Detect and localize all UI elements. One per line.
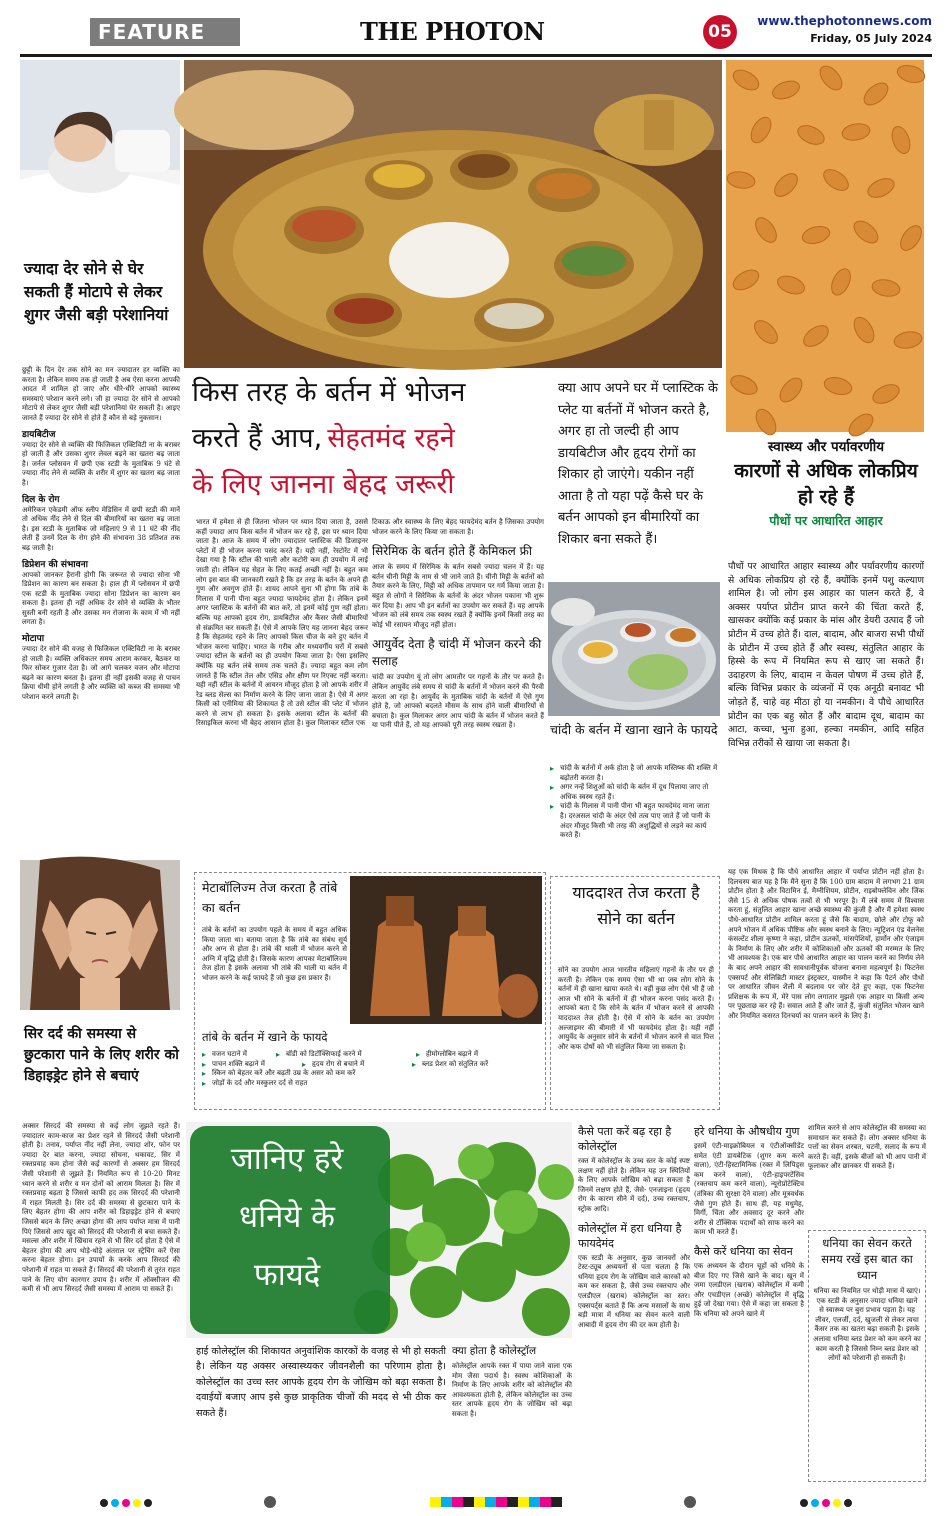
sleep-obesity-text: ज्यादा देर सोने की वजह से फिजिकल एक्टिविटी ना के बराबर हो जाती है। व्यक्ति अधिकतर समय आराम करकर, बैठकर या फिर सोकर गुजार देता है। जो आगे चलकर वजन और मोटापा बढ़ने का कारण बनता है। इतना ही नहीं इसकी वजह से पाचन क्रिया धीमी होने लगती है और व्यक्ति को कब्ज की समस्या भी परेशान करने लगती है। xyxy=(22,645,180,702)
header-rule xyxy=(20,54,932,57)
utensil-blurb: क्या आप अपने घर में प्लास्टिक के प्लेट या बर्तनों में भोजन करते है, अगर हा तो जल्दी ही आप डायबिटीज और हृदय रोगों का शिकार हो जाएंगे। यकीन नहीं आता है तो यहा पढ़ें कैसे घर के बर्तन आपको इन बीमारियों का शिकार बना सकते हैं। xyxy=(558,381,718,547)
almonds-photo xyxy=(726,60,924,432)
plant-diet-headline xyxy=(728,436,924,556)
copper-heading: मेटाबॉलिज्म तेज करता है तांबे का बर्तन xyxy=(202,880,338,915)
coriander-banner-line3: फायदे xyxy=(253,1257,321,1293)
coriander-banner-text xyxy=(192,1130,382,1330)
sleep-headline: ज्यादा देर सोने से घेर सकती हैं मोटापे से लेकर शुगर जैसी बड़ी परेशानियां xyxy=(24,260,169,324)
copper-utensils-photo xyxy=(350,876,542,1024)
plant-diet-headline-top: स्वास्थ्य और पर्यावरणीय xyxy=(767,439,885,455)
coriander-intro: हाई कोलेस्ट्रॉल की शिकायत अनुवांशिक कारकों के वजह से भी हो सकती है। लेकिन यह अक्सर अस्वास्थ्यकर जीवनशैली का परिणाम होता है। कोलेस्ट्रॉल का उच्च स्तर आपके हृदय रोग के जोखिम को बढ़ा सकता है। दवाईयों बजाए आप इसे कुछ प्राकृतिक चीजों की मदद से भी ठीक कर सकते हैं। xyxy=(196,1346,446,1419)
utensil-body-col2-intro: टिकाऊ और स्वास्थ्य के लिए बेहद फायदेमंद बर्तन है जिसका उपयोग भोजन करने के लिए किया जा सकता है। xyxy=(372,518,544,536)
coriander-right-text: शामिल करने से आप कोलेस्ट्रॉल की समस्या का समाधान कर सकते हैं। लोग अक्सर धनिया के पत्तों का सेवन शरबत, चटनी, सलाद के रूप में करते हैं। वहीं, इसके बीजों को भी आप पानी में फूलाकर और छानकर पी सकते हैं। xyxy=(808,1124,926,1171)
gold-text: सोने का उपयोग आज भारतीय महिलाएं गहनों के तौर पर ही करती है। लेकिन एक समय ऐसा भी था जब लोग सोने के बर्तनों में ही खाना खाया करते थे। वहीं कुछ लोग ऐसे भी हैं जो आज भी सोने के बर्तनों में ही भोजन करना पसंद करते हैं। आपको बता दें कि सोने के बर्तन में भोजन करने से आपकी याददाश्त तेज होती है। ऐसे में सोने के बर्तन का उपयोग अल्जाइमर की बीमारी में भी फायदेमंद होता है। यही नहीं आयुर्वेद के अनुसार सोने के बर्तनों में भोजन करने से वात पित्त और कफ दोषों को भी संतुलित किया जा सकता है। xyxy=(558,966,714,1051)
registration-dot xyxy=(100,1499,108,1507)
ceramic-text: आज के समय में सिरेमिक के बर्तन सबसे ज्यादा चलन में हैं। यह बर्तन चीनी मिट्टी के नाम से भी जाने जाते हैं। चीनी मिट्टी के बर्तनों को तैयार करने के लिए, मिट्टी को अधिक तापमान पर गर्म किया जाता है। बहुत से लोगों ने सिरेमिक के बर्तनों के अंदर भोजन पकाना भी शुरू कर दिया है। आप भी इन बर्तनों का उपयोग कर सकते हैं। यह आपके भोजन को लंबे समय तक स्वस्थ रखते हैं क्योंकि इनमें किसी तरह का कोई भी रसायन मौजूद नहीं होता। xyxy=(372,563,544,629)
copper-benefit: ▸ बॉडी को डिटॉक्सिफाई करने में xyxy=(276,1050,412,1060)
coriander-herb-heading: हरे धनिया के औषधीय गुण xyxy=(694,1125,800,1138)
plant-diet-headline-sub: पौधों पर आधारित आहार xyxy=(769,513,883,528)
registration-dot xyxy=(111,1499,119,1507)
coriander-intro-wrap xyxy=(196,1344,446,1480)
silver-heading: चांदी के बर्तन में खाना खाने के फायदे xyxy=(550,722,718,737)
ceramic-heading: सिरेमिक के बर्तन होते हैं केमिकल फ्री xyxy=(372,544,532,559)
plant-diet-lead-wrap xyxy=(728,560,924,860)
sleep-intro: छुट्टी के दिन देर तक सोने का मन ज्यादातर हर व्यक्ति का करता है। लेकिन समय तक हो जाती है अब ऐसा करना आपकी आदत में शामिल हो जाए और धीरे-धीरे आपको स्वास्थ्य समस्याएं परेशान करने लगे। जी हा ज्यादा देर सोने से आपको मोटापे से लेकर शुगर जैसी बड़ी परेशानियां घेर सकती है। आइए जानते हैं ज्यादा देर सोने से होते हैं कौन से बड़े नुकसान। xyxy=(22,366,180,422)
copper-benefit: ▸ स्किन को बेहतर करें और बढ़ती उम्र के असर को कम करें xyxy=(202,1069,542,1079)
coriander-care-text: धनिया का नियमित पर थोड़ी मात्रा में खाएं। एक स्टडी के अनुसार ज्यादा धनिया खाने से स्वास्थ्य पर बुरा प्रभाव पड़ता है। यह लीवर, एलर्जी, दर्द, खुजली से लेकर त्वचा कैंसर तक का खतरा बढ़ा सकती है। इसके अलावा धनिया ब्लड प्रेशर को कम करने का काम करती है जिससे निम्न ब्लड प्रेशर को लोगों को परेशानी हो सकती है। xyxy=(813,1287,921,1363)
coriander-banner-line1: जानिए हरे xyxy=(230,1141,344,1177)
issue-date: Friday, 05 July 2024 xyxy=(810,32,932,45)
sleep-heart-text: अमेरिकन एकेडमी ऑफ स्लीप मेडिसिन में छपी स्टडी की मानें तो अधिक नींद लेने से दिल की बीमारियों का खतरा बढ़ जाता है। इस स्टडी के मुताबिक जो महिलाएं 9 से 11 घंटे की नींद लेती हैं उनमें दिल के रोग होने की संभावना 38 प्रतिशत तक बढ़ जाती है। xyxy=(22,505,180,552)
headache-woman-photo xyxy=(20,860,180,1010)
gold-text-wrap xyxy=(558,966,714,1106)
utensil-body-col1 xyxy=(196,518,368,866)
utensil-headline-line3-red: के लिए जानना बेहद जरूरी xyxy=(192,469,455,500)
plant-diet-lead: पौधों पर आधारित आहार स्वास्थ्य और पर्यावरणीय कारणों से अधिक लोकप्रिय हो रहे हैं, क्योंकि इनमें पशु कल्याण शामिल है। जो लोग इस आहार का पालन करते हैं, वे अक्सर पर्याप्त प्रोटीन प्राप्त करने की चिंता करते हैं, खासकर क्योंकि कई प्रकार के मांस और डेयरी उत्पाद हैं जो प्रोटीन में उच्च होते हैं। दाल, बादाम, और बाजरा सभी पौधों के प्रोटीन में उच्च होते हैं और स्वस्थ, संतुलित आहार के हिस्से के रूप में नियमित रूप से खाए जा सकते हैं। उदाहरण के लिए, बादाम न केवल पोषण में उच्च होते हैं, बल्कि विभिन्न प्रकार के व्यंजनों में एक अनूठी बनावट भी जोड़ते हैं, चाहे वह मीठा हो या नमकीन। वे पौधे आधारित प्रोटीन का एक बहु स्रोत हैं और बादाम दूध, बादाम का आटा, कच्चा, भुना हुआ, हल्का नमकीन, आदि सहित विभिन्न तरीकों से खाया जा सकता है। xyxy=(728,561,924,749)
silver-points xyxy=(550,764,718,872)
silver-plate-photo xyxy=(548,582,720,716)
cholesterol-what-wrap xyxy=(452,1344,572,1480)
coriander-consume-text: एक अध्ययन के दौरान चूहों को धनिये के बीज दिए गए जिसे खाने के बाद। खून में जमा एलडीएल (खराब) कोलेस्ट्रॉल में कमी और एचडीएल (अच्छे) कोलेस्ट्रॉल में वृद्धि हुई जो देखा गया। ऐसे में कहा जा सकता है कि धनिया को अपने खाने में xyxy=(694,1261,804,1318)
registration-crosshair xyxy=(264,1496,276,1508)
utensil-body-col1-text: भारत में हमेशा से ही जितना भोजन पर ध्यान दिया जाता है, उससे कहीं ज्यादा आप किस बर्तन में भोजन कर रहे हैं, इस पर ध्यान दिया जाता है। आज के समय में लोग ज्यादातर प्लास्टिक की डिजाइनर प्लेटों में ही भोजन करना पसंद करते हैं। यही नहीं, रेस्टोरेंट में भी देखा गया है कि स्टील की थाली और कटोरी कम ही उपयोग में लाई जाती हो। लेकिन यह सेहत के लिए कतई अच्छी नहीं है। बहुत कम लोग इस बात की जानकारी रखते है कि हर तरह के बर्तन के अपने ही गुण और अवगुण होते हैं। शायद आपने सुना भी होगा कि तांबे के गिलास में पानी पीना बहुत ज्यादा फायदेमंद होता है। लेकिन इनमें अगर प्लास्टिक के बर्तनों की बात करें, तो इनमें कोई गुण नहीं होता। बल्कि यह आपको हृदय रोग, डायबिटीज और कैंसर जैसी बीमारियों से संक्रमित कर सकती हैं। ऐसे में आपके लिए यह जानना बेहद जरूर है कि सेहतमंद रहने के लिए आपको किस चीज के बने हुए बर्तन में भोजन करना चाहिए। भारत के गरीब और मध्यवर्गीय घरों में सबसे ज्यादा स्टील के बर्तनों का ही उपयोग किया जाता है। ऐसा इसलिए क्योंकि यह बर्तन लंबे समय तक चलते हैं। ज्यादा बहुत कम लोग जानते हैं कि स्टील तेल और एसिड और क्षीण पर रिएक्ट नहीं करता। यही नहीं स्टील के बर्तनों में आयरन मौजूद होता है जो आपके शरीर में रेड ब्लड सेल्स का निर्माण करने के लिए जाना जाता है। ऐसे में अगर किसी को एनीमिया की शिकायत है तो उसे स्टील की प्लेट में भोजन करने से लाभ हो सकता है। इसके अलावा स्टील के बर्तनों की रिसाइकिल करना भी बेहद आसान होता है। कुल मिलाकर स्टील एक xyxy=(196,518,368,728)
sleep-depression-heading: डिप्रेशन की संभावना xyxy=(22,559,88,570)
coriander-care-heading: धनिया का सेवन करते समय रखें इस बात का ध्यान xyxy=(821,1236,913,1282)
sleep-depression-text: आपको जानकर हैरानी होगी कि जरूरत से ज्यादा सोना भी डिप्रेशन का कारण बन सकता है। हाल ही में प्लोसवन में छपी एक स्टडी के मुताबिक ज्यादा सोना डिप्रेशन का कारण बन सकता है। इतना ही नहीं अधिक देर सोने से व्यक्ति के भीतर सुस्ती बनी रहती है और उसका मन रोजाना के काम में भी नहीं लगता है। xyxy=(22,570,180,627)
plant-diet-headline-main: कारणों से अधिक लोकप्रिय हो रहे हैं xyxy=(734,460,918,508)
copper-benefit: ▸ वजन घटाने में xyxy=(202,1050,272,1060)
registration-crosshair xyxy=(684,1496,696,1508)
plant-diet-body-wrap xyxy=(728,868,924,1114)
sleep-article-body xyxy=(22,366,180,856)
copper-benefit: ▸ हृदय रोग से बचाने में xyxy=(302,1060,408,1070)
copper-text-wrap xyxy=(202,926,347,1024)
registration-dots-right xyxy=(800,1497,870,1509)
registration-color-bar xyxy=(430,1497,562,1507)
coriander-banner-line2: धनिये के xyxy=(239,1199,335,1235)
registration-dot xyxy=(822,1499,830,1507)
site-url[interactable]: www.thephotonnews.com xyxy=(757,14,932,28)
coriander-care-box xyxy=(808,1230,926,1482)
cholesterol-what-text: कोलेस्ट्रॉल आपके रक्त में पाया जाने वाला एक मोम जैसा पदार्थ है। स्वस्थ कोशिकाओं के निर्माण के लिए आपके शरीर को कोलेस्ट्रॉल की आवश्यकता होती है, लेकिन कोलेस्ट्रॉल का उच्च स्तर आपके हृदय रोग के जोखिम को बढ़ा सकता है। xyxy=(452,1362,572,1418)
copper-benefit: ▸ जोड़ों के दर्द और मस्कुलर दर्द से राहत xyxy=(202,1079,542,1089)
coriander-consume-heading: कैसे करें धनिया का सेवन xyxy=(694,1244,793,1258)
copper-benefits-heading: तांबे के बर्तन में खाने के फायदे xyxy=(202,1030,328,1044)
sleep-obesity-heading: मोटापा xyxy=(22,634,45,645)
registration-dot xyxy=(122,1499,130,1507)
brass-thali-photo xyxy=(184,60,722,368)
headache-article-body xyxy=(22,1122,180,1492)
copper-benefit: ▸ ब्लड प्रेशर को संतुलित करें xyxy=(412,1060,542,1070)
coriander-herb-wrap xyxy=(694,1124,804,1480)
copper-benefit: ▸ हीमोग्लोबिन बढ़ाने में xyxy=(416,1050,542,1060)
utensil-headline-line2-red: सेहतमंद रहने xyxy=(327,423,455,454)
utensil-body-col2 xyxy=(372,518,544,866)
copper-text: तांबे के बर्तनों का उपयोग पहले के समय में बहुत अधिक किया जाता था। बताया जाता है कि तांबे का संबंध सूर्य और अग्न से होता है। तांबे की थाली में भोजन करने से अग्नि में वृद्धि होती है। जिसके कारण आपका मेटाबॉलिज्म तेज होता है इसके अलावा भी तांबे की थाली या बर्तन में भोजन करने के कई फायदे हैं जो कुछ इस प्रकार हैं। xyxy=(202,926,347,982)
sleep-heart-heading: दिल के रोग xyxy=(22,494,60,505)
sleeping-woman-photo xyxy=(20,60,180,255)
masthead: THE PHOTON xyxy=(360,17,545,46)
utensil-headline xyxy=(192,370,548,512)
silver-point: ▸ अगर नन्हें शिशुओं को चांदी के बर्तन में दूध पिलाया जाए तो अधिक स्वस्थ रहते हैं। xyxy=(550,783,718,802)
copper-benefit: ▸ पाचन शक्ति बढ़ाने में xyxy=(202,1060,298,1070)
gold-heading: याददाश्त तेज करता है सोने का बर्तन xyxy=(572,883,700,928)
silver-point: ▸ चांदी के गिलास में पानी पीना भी बहुत फायदेमंद माना जाता है। दरअसल चांदी के अंदर ऐसे तत्व पाए जाते हैं जो पानी के अंदर मौजूद किसी भी तरह की अशुद्धियों से लड़ने का कार्य करते हैं। xyxy=(550,802,718,840)
registration-dot xyxy=(833,1499,841,1507)
registration-dots-left xyxy=(100,1497,170,1509)
sleep-diabetes-text: ज्यादा देर सोने से व्यक्ति की फिजिकल एक्टिविटी ना के बराबर हो जाती है और उसका शुगर लेवल बढ़ने का खतरा बढ़ जाता है। जर्नल प्लोसवन में छपी एक स्टडी के मुताबिक 9 घंटे से ज्यादा नींद लेने से व्यक्ति के शरीर में शुगर का खतरा बढ़ जाता है। xyxy=(22,440,180,487)
section-label: FEATURE xyxy=(90,18,240,46)
coriander-helpful-text: एक स्टडी के अनुसार, कुछ जानवरों और टेस्ट-ट्यूब अध्ययनों से पता चलता है कि धनिया हृदय रोग के जोखिम वाले कारकों को कम कर सकता है, जैसे उच्च रक्तचाप और एलडीएल (खराब) कोलेस्ट्रॉल का स्तर। एक्सपर्ट्स बताते हैं कि अन्य मसालों के साथ बड़ी मात्रा में धनिया का सेवन करने वाली आबादी में हृदय रोग की दर कम होती है। xyxy=(578,1253,690,1329)
ayurveda-text: चांदी का उपयोग यूं तो लोग आमतौर पर गहनों के तौर पर करते हैं। लेकिन आयुर्वेद लंबे समय से चांदी के बर्तनों में भोजन करने की पैरवी करता आ रहा है। आयुर्वेद के मुताबिक चांदी के बर्तनों में ऐसे गुण होते है, जो आपको बदलते मौसम के साथ होने वाली बीमारियों से बचाता है। कुल मिलाकर अगर आप चांदी के बर्तन में भोजन करते हैं या पानी पीते हैं, तो यह आपको पूरी तरह स्वस्थ रखता है। xyxy=(372,673,544,730)
registration-dot xyxy=(144,1499,152,1507)
silver-point: ▸ चांदी के बर्तनों में अर्क होता है जो आपके मस्तिष्क की शक्ति में बढ़ोतरी करता है। xyxy=(550,764,718,783)
cholesterol-how-text: रक्त में कोलेस्ट्रॉल के उच्च स्तर के कोई स्पष्ट लक्षण नहीं होते है। लेकिन यह उन स्थितियों के लिए आपके जोखिम को बढ़ा सकता है जिनमें लक्षण होते हैं, जैसे- एनजाइना (हृदय रोग के कारण सीने में दर्द), उच्च रक्तचाप, स्ट्रोक आदि। xyxy=(578,1157,690,1213)
headache-text: अक्सर सिरदर्द की समस्या से कई लोग जूझते रहते हैं। ज्यादातर काम-काज का प्रेशर रहने से सिरदर्द जैसी परेशानी होती है। तनाव, पर्याप्त नींद नहीं लेना, ज्यादा शोर, फोन पर ज्यादा देर बात करना, ज्यादा सोचना, थकावट, सिर में रक्तप्रवाह कम होना जैसे कई कारणों से अक्सर हम सिरदर्द जैसी परेशानी से जूझते हैं। नियमित रूप से 10-20 मिनट ध्यान करने से शरीर व मन दोनों को आराम मिलता है। सिर में रक्तप्रवाह बढ़ता है जिससे काफी हद तक सिरदर्द की परेशानी में राहत मिलती है। सिर दर्द की समस्या से छुटकारा पाने के लिए बेहतर होगा की आप शरीर को डिहाइड्रेट होने से बचाएं जिससे बदन के लिए अच्छा होगा की आप पर्याप्त मात्रा में पानी पिएं जिससे आप खुद को सिरदर्द की परेशानी से बचा सकते हैं। मसल्स और शरीर में खिंचाव रहने से भी सिर दर्द होता है ऐसे में बेहतर होगा की आप थोड़े-थोड़े अंतराल पर स्ट्रेचिंग करें ऐसा करना बेहतर होगा। इन उपायों के करके आप सिरदर्द की परेशानी में राहत पा सकते हैं। सिरदर्द की परेशानी से तुरंत राहत पाने के लिए योग कारगार उपाय है। शरीर में ऑक्सीजन की कमी से भी आप सिरदर्द जैसी समस्या में आराम पा सकते हैं। xyxy=(22,1122,180,1294)
cholesterol-what-heading: क्या होता है कोलेस्ट्रॉल xyxy=(452,1345,537,1357)
page-number-badge: 05 xyxy=(703,15,737,49)
cholesterol-how-heading: कैसे पता करें बढ़ रहा है कोलेस्ट्रॉल xyxy=(578,1125,672,1153)
coriander-herb-text: इसमें एंटी-माइक्रोबियल व एंटीऑक्सीडेंट समेत एंटी डायबेटिक (शुगर कम करने वाला), एंटी-हिस्टामिनिक (रक्त में लिपिड्स कम करने वाला), एंटी-हाइपरटेंसिव (रक्तचाप कम करने वाला), न्यूरोप्रोटेक्टिव (तंत्रिका की सुरक्षा देने वाला) और मूत्रवर्धक जैसे गुण होते हैं। साथ ही, यह मधुमेह, मिर्गी, चिंता और अवसाद दूर करने और शरीर से टॉक्सिक पदार्थों को साफ करने का काम भी करते हैं। xyxy=(694,1142,804,1237)
ayurveda-heading: आयुर्वेद देता है चांदी में भोजन करने की सलाह xyxy=(372,637,542,669)
cholesterol-how-wrap xyxy=(578,1124,690,1480)
coriander-right-wrap xyxy=(808,1124,926,1224)
utensil-headline-line1: किस तरह के बर्तन में भोजन xyxy=(192,377,466,408)
registration-dot xyxy=(800,1499,808,1507)
utensil-headline-line2-black: करते हैं आप, xyxy=(192,423,323,454)
sleep-diabetes-heading: डायबिटीज xyxy=(22,429,56,440)
registration-dot xyxy=(844,1499,852,1507)
registration-dot xyxy=(811,1499,819,1507)
coriander-helpful-heading: कोलेस्ट्रॉल में हरा धनिया है फायदेमंद xyxy=(578,1221,682,1250)
copper-benefits xyxy=(202,1050,542,1106)
registration-dot xyxy=(133,1499,141,1507)
headache-headline: सिर दर्द की समस्या से छुटकारा पाने के लिए शरीर को डिहाइड्रेट होने से बचाएं xyxy=(24,1026,179,1084)
plant-diet-body: यह एक मिथक है कि पौधे आधारित आहार में पर्याप्त प्रोटीन नहीं होता है। दिलचस्प बात यह है कि मैंने सुना है कि 100 ग्राम बादाम में लगभग 21 ग्राम प्रोटीन होता है और विटामिन ई, मैग्नीशियम, प्रोटीन, राइबोफ्लेविन और जिंक जैसे 15 से अधिक पोषक तत्वों से भी भरपूर है। मैं लंबे समय में विश्वास करता हूं, संतुलित आहार खाना अच्छे स्वास्थ्य की कुंजी है और मैं हमेशा स्वस्थ पौधे-आधारित प्रोटीन शामिल करता हूं जैसे कि बादाम, छोले और टोफू को अपने भोजन में अधिक पौष्टिक और स्वस्थ बनाने के लिए। न्यूट्रिशन एंड वेलनेस कंसल्टेंट शीला कृष्णा ने कहा, प्रोटीन ऊतकों, मांसपेशियों, हार्मोन और एंजाइम के निर्माण के लिए और शरीर में कोशिकाओं और ऊतकों की मरम्मत के लिए भी आवश्यक है। एक बार पौधे आधारित आहार का पालन करने का निर्णय लेने के बाद अपने आहार की सावधानीपूर्वक योजना बनाना महत्वपूर्ण है। फिटनेस एक्सपर्ट और सेलिब्रिटी मास्टर इंस्ट्रक्टर, यास्मीन ने कहा कि पैटर्न और पौधों पर आधारित जीवन शैली में बदलाव पर जोर देते हुए कहा, एक फिटनेस प्रशिक्षक के रूप में, मेरे पास लोग लगातार मुझसे एक आहार या किसी अन्य पर पूछताछ कर रहे हैं। सवाल आते हैं और जाते हैं, कुंजी संतुलित भोजन खाने और नियमित कसरत दिनचर्या का पालन करने के लिए है। xyxy=(728,868,924,1020)
